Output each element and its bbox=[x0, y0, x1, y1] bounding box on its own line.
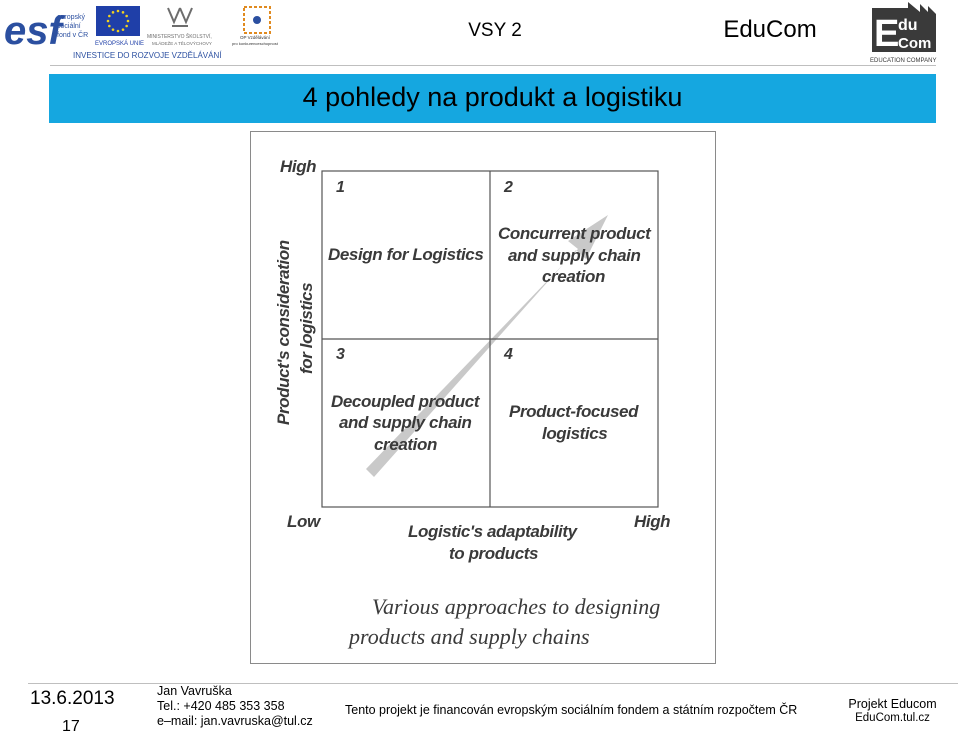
eu-star-icon bbox=[127, 20, 130, 23]
footer-date: 13.6.2013 bbox=[30, 688, 115, 709]
quadrant-4-label-1: Product-focused bbox=[509, 402, 639, 421]
logo-letter-e: E bbox=[874, 13, 900, 55]
x-axis-label-1: Logistic's adaptability bbox=[408, 522, 577, 541]
footer-email: e–mail: jan.vavruska@tul.cz bbox=[157, 714, 313, 728]
page-number: 17 bbox=[62, 718, 80, 735]
quadrant-1-number: 1 bbox=[336, 179, 345, 196]
quadrant-2-number: 2 bbox=[504, 179, 513, 196]
eu-star-icon bbox=[117, 10, 120, 13]
eu-star-icon bbox=[125, 15, 128, 18]
footer-website: EduCom.tul.cz bbox=[855, 712, 930, 724]
quadrant-4-label-2: logistics bbox=[542, 424, 608, 443]
x-axis-low: Low bbox=[287, 512, 320, 531]
eu-star-icon bbox=[125, 25, 128, 28]
eu-label: EVROPSKÁ UNIE bbox=[95, 41, 145, 47]
op-vk-logo bbox=[232, 7, 279, 46]
x-axis-high: High bbox=[634, 512, 671, 531]
title-bar bbox=[49, 74, 936, 123]
eu-star-icon bbox=[112, 11, 115, 14]
op-label-1: OP Vzdělávání bbox=[240, 35, 270, 40]
esf-subtitle-1: evropský bbox=[57, 14, 86, 21]
footer-phone: Tel.: +420 485 353 358 bbox=[157, 699, 285, 713]
quadrant-3-number: 3 bbox=[336, 346, 345, 363]
msmt-logo bbox=[147, 8, 212, 46]
y-axis-high: High bbox=[280, 157, 317, 176]
quadrant-1-label: Design for Logistics bbox=[328, 245, 484, 264]
figure-caption-2: products and supply chains bbox=[349, 624, 590, 649]
quadrant-3-label-1: Decoupled product bbox=[331, 392, 480, 411]
header-divider bbox=[50, 65, 936, 66]
quadrant-diagram bbox=[250, 131, 716, 664]
eu-star-icon bbox=[107, 20, 110, 23]
logo-letter-du: du bbox=[898, 17, 918, 34]
footer-funding-note: Tento projekt je financován evropským sociálním fondem a státním rozpočtem ČR bbox=[345, 703, 798, 717]
logo-caption: EDUCATION COMPANY bbox=[870, 58, 937, 64]
eu-star-icon bbox=[117, 30, 120, 33]
footer-project-name: Projekt Educom bbox=[848, 697, 937, 711]
msmt-label-2: MLÁDEŽE A TĚLOVÝCHOVY bbox=[152, 41, 212, 46]
eu-star-icon bbox=[122, 11, 125, 14]
msmt-label-1: MINISTERSTVO ŠKOLSTVÍ, bbox=[147, 34, 212, 40]
quadrant-2-label-1: Concurrent product bbox=[498, 224, 651, 243]
educom-logo bbox=[868, 0, 948, 64]
figure-caption-1: Various approaches to designing bbox=[372, 594, 661, 619]
esf-subtitle-3: fond v ČR bbox=[57, 32, 89, 39]
y-axis-label-1: Product's consideration bbox=[274, 240, 293, 425]
eu-flag-logo bbox=[95, 6, 144, 47]
quadrant-2-label-2: and supply chain bbox=[508, 246, 641, 265]
esf-wordmark: esf bbox=[4, 9, 62, 53]
y-axis-label-2: for logistics bbox=[297, 282, 316, 374]
eu-star-icon bbox=[108, 15, 111, 18]
footer-author: Jan Vavruška bbox=[157, 684, 232, 698]
x-axis-label-2: to products bbox=[449, 544, 539, 563]
logo-letter-com: Com bbox=[898, 35, 932, 52]
quadrant-3-label-2: and supply chain bbox=[339, 413, 472, 432]
esf-logo bbox=[4, 9, 88, 53]
partner-logos-banner bbox=[0, 0, 300, 64]
quadrant-3-label-3: creation bbox=[374, 435, 437, 454]
eu-star-icon bbox=[122, 28, 125, 31]
slide-title: 4 pohledy na produkt a logistiku bbox=[302, 82, 683, 112]
quadrant-2-label-3: creation bbox=[542, 267, 605, 286]
eu-star-icon bbox=[112, 28, 115, 31]
op-label-2: pro konkurenceschopnost bbox=[232, 41, 278, 46]
esf-subtitle-2: sociální bbox=[57, 23, 81, 30]
investice-banner-text: INVESTICE DO ROZVOJE VZDĚLÁVÁNÍ bbox=[73, 51, 222, 60]
eu-star-icon bbox=[108, 25, 111, 28]
quadrant-4-number: 4 bbox=[504, 346, 513, 363]
course-label: VSY 2 bbox=[468, 20, 522, 41]
brand-title: EduCom bbox=[723, 16, 817, 43]
